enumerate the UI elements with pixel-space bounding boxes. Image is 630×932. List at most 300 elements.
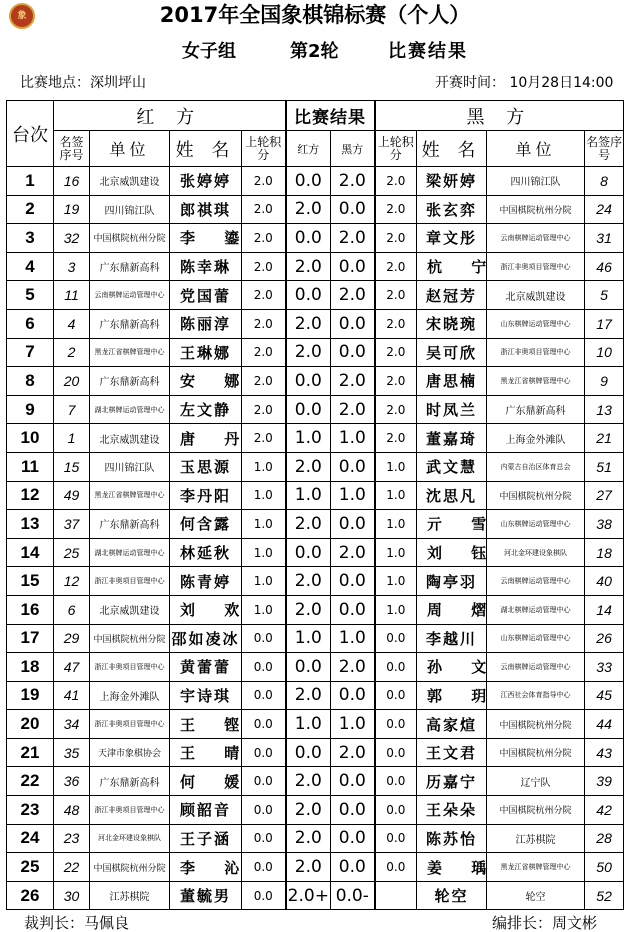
black-seed: 18	[585, 538, 624, 567]
black-unit: 中国棋院杭州分院	[487, 195, 585, 224]
black-seed: 27	[585, 481, 624, 510]
black-name: 沈思凡	[417, 481, 487, 510]
black-prev-pts: 1.0	[375, 510, 417, 539]
result-label: 比赛结果	[388, 41, 468, 62]
black-name: 唐思楠	[417, 367, 487, 396]
black-score: 0.0	[331, 338, 375, 367]
header-black-name: 姓 名	[417, 131, 487, 167]
black-seed: 10	[585, 338, 624, 367]
table-no: 21	[7, 738, 54, 767]
black-unit: 内蒙古自治区体育总会	[487, 452, 585, 481]
red-unit: 黑龙江省棋牌管理中心	[90, 338, 170, 367]
red-seed: 36	[54, 767, 90, 796]
black-seed: 51	[585, 452, 624, 481]
black-score: 0.0	[331, 595, 375, 624]
table-no: 8	[7, 367, 54, 396]
red-seed: 15	[54, 452, 90, 481]
red-name: 陈青婷	[170, 567, 242, 596]
red-seed: 3	[54, 252, 90, 281]
black-name: 轮空	[417, 881, 487, 910]
header-table-no: 台次	[7, 101, 54, 167]
black-name: 梁妍婷	[417, 167, 487, 196]
red-name: 李 沁	[170, 853, 242, 882]
black-name: 李越川	[417, 624, 487, 653]
red-seed: 4	[54, 309, 90, 338]
red-prev-pts: 2.0	[242, 309, 286, 338]
red-score: 0.0	[286, 538, 331, 567]
red-seed: 25	[54, 538, 90, 567]
red-score: 1.0	[286, 424, 331, 453]
red-unit: 河北金环建设象棋队	[90, 824, 170, 853]
red-prev-pts: 0.0	[242, 796, 286, 825]
black-prev-pts: 0.0	[375, 853, 417, 882]
red-prev-pts: 2.0	[242, 224, 286, 253]
black-unit: 云南棋牌运动管理中心	[487, 567, 585, 596]
black-name: 张玄弈	[417, 195, 487, 224]
black-seed: 38	[585, 510, 624, 539]
black-seed: 39	[585, 767, 624, 796]
red-unit: 浙江非奥项目管理中心	[90, 653, 170, 682]
red-prev-pts: 1.0	[242, 538, 286, 567]
black-prev-pts: 0.0	[375, 796, 417, 825]
red-unit: 黑龙江省棋牌管理中心	[90, 481, 170, 510]
black-seed: 43	[585, 738, 624, 767]
black-unit: 山东棋牌运动管理中心	[487, 309, 585, 338]
table-no: 25	[7, 853, 54, 882]
red-score: 0.0	[286, 738, 331, 767]
black-unit: 中国棋院杭州分院	[487, 738, 585, 767]
red-unit: 北京威凯建设	[90, 167, 170, 196]
red-name: 玉思源	[170, 452, 242, 481]
black-score: 0.0	[331, 681, 375, 710]
table-no: 12	[7, 481, 54, 510]
red-seed: 29	[54, 624, 90, 653]
table-no: 16	[7, 595, 54, 624]
red-seed: 6	[54, 595, 90, 624]
red-unit: 广东鼎新高科	[90, 767, 170, 796]
red-name: 陈丽淳	[170, 309, 242, 338]
black-name: 亓 雪	[417, 510, 487, 539]
red-name: 李丹阳	[170, 481, 242, 510]
red-unit: 四川锦江队	[90, 195, 170, 224]
red-score: 2.0	[286, 853, 331, 882]
red-prev-pts: 0.0	[242, 738, 286, 767]
red-unit: 广东鼎新高科	[90, 252, 170, 281]
red-unit: 云南棋牌运动管理中心	[90, 281, 170, 310]
black-score: 0.0	[331, 195, 375, 224]
red-name: 王 晴	[170, 738, 242, 767]
table-no: 2	[7, 195, 54, 224]
red-seed: 22	[54, 853, 90, 882]
round-label: 第2轮	[290, 41, 339, 62]
red-score: 1.0	[286, 624, 331, 653]
red-name: 董毓男	[170, 881, 242, 910]
black-score: 1.0	[331, 424, 375, 453]
red-prev-pts: 1.0	[242, 481, 286, 510]
black-unit: 黑龙江省棋牌管理中心	[487, 853, 585, 882]
table-row	[7, 309, 624, 338]
table-no: 19	[7, 681, 54, 710]
black-name: 吴可欣	[417, 338, 487, 367]
table-row	[7, 567, 624, 596]
header-red-score: 红方	[286, 131, 331, 167]
table-no: 5	[7, 281, 54, 310]
black-prev-pts: 0.0	[375, 767, 417, 796]
black-prev-pts: 1.0	[375, 567, 417, 596]
red-unit: 浙江非奥项目管理中心	[90, 710, 170, 739]
black-score: 0.0	[331, 452, 375, 481]
event-logo: 象	[9, 3, 35, 29]
header-black-seed: 名签序号	[585, 131, 624, 167]
black-score: 0.0-	[331, 881, 375, 910]
black-seed: 40	[585, 567, 624, 596]
table-no: 24	[7, 824, 54, 853]
table-no: 6	[7, 309, 54, 338]
black-score: 0.0	[331, 767, 375, 796]
black-prev-pts: 1.0	[375, 538, 417, 567]
black-unit: 湖北棋牌运动管理中心	[487, 595, 585, 624]
black-name: 孙 文	[417, 653, 487, 682]
table-row	[7, 167, 624, 196]
red-seed: 37	[54, 510, 90, 539]
red-name: 黄蕾蕾	[170, 653, 242, 682]
table-row	[7, 538, 624, 567]
red-prev-pts: 0.0	[242, 824, 286, 853]
red-seed: 41	[54, 681, 90, 710]
table-row	[7, 853, 624, 882]
black-score: 2.0	[331, 738, 375, 767]
page-title: 2017年全国象棋锦标赛（个人）	[159, 3, 471, 27]
red-name: 邵如凌冰	[170, 624, 242, 653]
black-prev-pts: 2.0	[375, 167, 417, 196]
red-name: 王子涵	[170, 824, 242, 853]
red-score: 2.0	[286, 452, 331, 481]
table-no: 26	[7, 881, 54, 910]
red-unit: 浙江非奥项目管理中心	[90, 796, 170, 825]
red-score: 2.0	[286, 767, 331, 796]
red-unit: 四川锦江队	[90, 452, 170, 481]
black-seed: 17	[585, 309, 624, 338]
black-name: 时凤兰	[417, 395, 487, 424]
black-unit: 北京威凯建设	[487, 281, 585, 310]
red-unit: 浙江非奥项目管理中心	[90, 567, 170, 596]
black-score: 0.0	[331, 853, 375, 882]
table-row	[7, 424, 624, 453]
red-unit: 江苏棋院	[90, 881, 170, 910]
red-name: 左文静	[170, 395, 242, 424]
black-prev-pts: 2.0	[375, 338, 417, 367]
table-no: 10	[7, 424, 54, 453]
black-score: 0.0	[331, 796, 375, 825]
black-prev-pts	[375, 881, 417, 910]
black-unit: 中国棋院杭州分院	[487, 796, 585, 825]
red-score: 2.0	[286, 510, 331, 539]
table-no: 3	[7, 224, 54, 253]
results-table	[6, 100, 624, 910]
red-score: 2.0	[286, 338, 331, 367]
black-prev-pts: 1.0	[375, 481, 417, 510]
black-name: 郭 玥	[417, 681, 487, 710]
red-seed: 48	[54, 796, 90, 825]
red-score: 2.0	[286, 824, 331, 853]
red-unit: 广东鼎新高科	[90, 367, 170, 396]
header-result: 比赛结果	[286, 101, 375, 131]
black-seed: 13	[585, 395, 624, 424]
black-seed: 24	[585, 195, 624, 224]
red-seed: 19	[54, 195, 90, 224]
black-prev-pts: 0.0	[375, 710, 417, 739]
black-prev-pts: 2.0	[375, 395, 417, 424]
red-score: 2.0	[286, 252, 331, 281]
black-prev-pts: 0.0	[375, 738, 417, 767]
red-name: 陈幸琳	[170, 252, 242, 281]
black-unit: 中国棋院杭州分院	[487, 710, 585, 739]
red-name: 刘 欢	[170, 595, 242, 624]
table-row	[7, 195, 624, 224]
red-prev-pts: 1.0	[242, 595, 286, 624]
black-score: 2.0	[331, 224, 375, 253]
red-prev-pts: 0.0	[242, 681, 286, 710]
black-unit: 江西社会体育指导中心	[487, 681, 585, 710]
black-prev-pts: 2.0	[375, 309, 417, 338]
red-prev-pts: 2.0	[242, 424, 286, 453]
header-red-unit: 单位	[90, 131, 170, 167]
black-seed: 42	[585, 796, 624, 825]
red-seed: 47	[54, 653, 90, 682]
header-black-prev-pts: 上轮积分	[375, 131, 417, 167]
header-black-unit: 单位	[487, 131, 585, 167]
black-score: 0.0	[331, 252, 375, 281]
black-score: 0.0	[331, 567, 375, 596]
black-seed: 31	[585, 224, 624, 253]
black-seed: 50	[585, 853, 624, 882]
red-prev-pts: 0.0	[242, 881, 286, 910]
black-name: 姜 瑀	[417, 853, 487, 882]
table-no: 23	[7, 796, 54, 825]
black-name: 周 熠	[417, 595, 487, 624]
red-prev-pts: 0.0	[242, 853, 286, 882]
table-row	[7, 595, 624, 624]
black-seed: 46	[585, 252, 624, 281]
referee-text: 裁判长：马佩良	[24, 914, 130, 932]
black-prev-pts: 2.0	[375, 224, 417, 253]
red-seed: 2	[54, 338, 90, 367]
red-score: 2.0	[286, 595, 331, 624]
table-row	[7, 624, 624, 653]
red-score: 2.0	[286, 309, 331, 338]
red-score: 0.0	[286, 395, 331, 424]
header-black-score: 黑方	[331, 131, 375, 167]
black-prev-pts: 2.0	[375, 424, 417, 453]
black-score: 1.0	[331, 624, 375, 653]
black-seed: 45	[585, 681, 624, 710]
red-score: 0.0	[286, 224, 331, 253]
red-score: 2.0+	[286, 881, 331, 910]
black-score: 1.0	[331, 481, 375, 510]
red-seed: 16	[54, 167, 90, 196]
black-name: 董嘉琦	[417, 424, 487, 453]
table-no: 13	[7, 510, 54, 539]
red-name: 郎祺琪	[170, 195, 242, 224]
black-name: 历嘉宁	[417, 767, 487, 796]
black-unit: 浙江非奥项目管理中心	[487, 338, 585, 367]
red-unit: 中国棋院杭州分院	[90, 624, 170, 653]
black-seed: 52	[585, 881, 624, 910]
black-score: 2.0	[331, 395, 375, 424]
table-no: 14	[7, 538, 54, 567]
red-prev-pts: 1.0	[242, 452, 286, 481]
black-name: 王文君	[417, 738, 487, 767]
table-no: 17	[7, 624, 54, 653]
table-row	[7, 281, 624, 310]
table-no: 11	[7, 452, 54, 481]
black-score: 0.0	[331, 510, 375, 539]
red-name: 安 娜	[170, 367, 242, 396]
red-score: 1.0	[286, 481, 331, 510]
red-name: 张婷婷	[170, 167, 242, 196]
venue-text: 比赛地点：深圳坪山	[20, 75, 146, 91]
black-name: 高家煊	[417, 710, 487, 739]
table-row	[7, 681, 624, 710]
black-seed: 44	[585, 710, 624, 739]
table-row	[7, 738, 624, 767]
black-score: 2.0	[331, 653, 375, 682]
black-unit: 山东棋牌运动管理中心	[487, 624, 585, 653]
table-no: 4	[7, 252, 54, 281]
black-seed: 8	[585, 167, 624, 196]
black-name: 杭 宁	[417, 252, 487, 281]
red-unit: 北京威凯建设	[90, 595, 170, 624]
header-red-side: 红 方	[54, 101, 286, 131]
table-no: 20	[7, 710, 54, 739]
black-unit: 广东鼎新高科	[487, 395, 585, 424]
header-red-prev-pts: 上轮积分	[242, 131, 286, 167]
table-row	[7, 338, 624, 367]
black-prev-pts: 2.0	[375, 281, 417, 310]
black-seed: 33	[585, 653, 624, 682]
red-score: 0.0	[286, 367, 331, 396]
group-label: 女子组	[182, 41, 236, 62]
black-seed: 26	[585, 624, 624, 653]
red-score: 2.0	[286, 195, 331, 224]
black-unit: 黑龙江省棋牌管理中心	[487, 367, 585, 396]
red-seed: 1	[54, 424, 90, 453]
black-seed: 9	[585, 367, 624, 396]
table-row	[7, 796, 624, 825]
black-name: 王朵朵	[417, 796, 487, 825]
table-no: 1	[7, 167, 54, 196]
red-prev-pts: 2.0	[242, 395, 286, 424]
black-seed: 5	[585, 281, 624, 310]
red-name: 何含露	[170, 510, 242, 539]
red-score: 1.0	[286, 710, 331, 739]
black-prev-pts: 2.0	[375, 367, 417, 396]
table-row	[7, 824, 624, 853]
red-prev-pts: 0.0	[242, 624, 286, 653]
table-row	[7, 395, 624, 424]
table-row	[7, 710, 624, 739]
red-name: 李 鎏	[170, 224, 242, 253]
red-prev-pts: 2.0	[242, 281, 286, 310]
red-score: 0.0	[286, 167, 331, 196]
red-score: 0.0	[286, 281, 331, 310]
black-prev-pts: 1.0	[375, 452, 417, 481]
black-name: 刘 钰	[417, 538, 487, 567]
red-prev-pts: 0.0	[242, 653, 286, 682]
black-name: 宋晓琬	[417, 309, 487, 338]
table-row	[7, 510, 624, 539]
table-no: 7	[7, 338, 54, 367]
table-row	[7, 367, 624, 396]
black-score: 0.0	[331, 824, 375, 853]
black-unit: 云南棋牌运动管理中心	[487, 653, 585, 682]
red-name: 宇诗琪	[170, 681, 242, 710]
table-row	[7, 881, 624, 910]
black-prev-pts: 0.0	[375, 624, 417, 653]
header-red-seed: 名签序号	[54, 131, 90, 167]
black-score: 2.0	[331, 281, 375, 310]
red-unit: 中国棋院杭州分院	[90, 853, 170, 882]
table-row	[7, 653, 624, 682]
table-row	[7, 481, 624, 510]
black-unit: 中国棋院杭州分院	[487, 481, 585, 510]
table-row	[7, 252, 624, 281]
black-name: 章文彤	[417, 224, 487, 253]
black-name: 陈苏怡	[417, 824, 487, 853]
red-seed: 11	[54, 281, 90, 310]
red-prev-pts: 2.0	[242, 195, 286, 224]
black-prev-pts: 0.0	[375, 653, 417, 682]
red-name: 顾韶音	[170, 796, 242, 825]
red-unit: 湖北棋牌运动管理中心	[90, 395, 170, 424]
red-seed: 7	[54, 395, 90, 424]
red-score: 2.0	[286, 681, 331, 710]
black-seed: 21	[585, 424, 624, 453]
red-prev-pts: 0.0	[242, 767, 286, 796]
black-name: 赵冠芳	[417, 281, 487, 310]
red-prev-pts: 0.0	[242, 710, 286, 739]
red-unit: 北京威凯建设	[90, 424, 170, 453]
red-unit: 湖北棋牌运动管理中心	[90, 538, 170, 567]
red-name: 唐 丹	[170, 424, 242, 453]
red-unit: 中国棋院杭州分院	[90, 224, 170, 253]
header-red-name: 姓 名	[170, 131, 242, 167]
table-row	[7, 452, 624, 481]
red-prev-pts: 1.0	[242, 567, 286, 596]
black-unit: 河北金环建设象棋队	[487, 538, 585, 567]
red-seed: 30	[54, 881, 90, 910]
black-prev-pts: 0.0	[375, 681, 417, 710]
table-no: 18	[7, 653, 54, 682]
table-row	[7, 767, 624, 796]
red-score: 2.0	[286, 567, 331, 596]
red-unit: 上海金外滩队	[90, 681, 170, 710]
black-prev-pts: 0.0	[375, 824, 417, 853]
red-seed: 34	[54, 710, 90, 739]
red-seed: 49	[54, 481, 90, 510]
red-name: 何 媛	[170, 767, 242, 796]
red-seed: 32	[54, 224, 90, 253]
red-score: 0.0	[286, 653, 331, 682]
black-seed: 28	[585, 824, 624, 853]
red-prev-pts: 1.0	[242, 510, 286, 539]
black-score: 2.0	[331, 367, 375, 396]
red-prev-pts: 2.0	[242, 252, 286, 281]
red-seed: 35	[54, 738, 90, 767]
black-unit: 四川锦江队	[487, 167, 585, 196]
black-prev-pts: 2.0	[375, 252, 417, 281]
red-seed: 20	[54, 367, 90, 396]
